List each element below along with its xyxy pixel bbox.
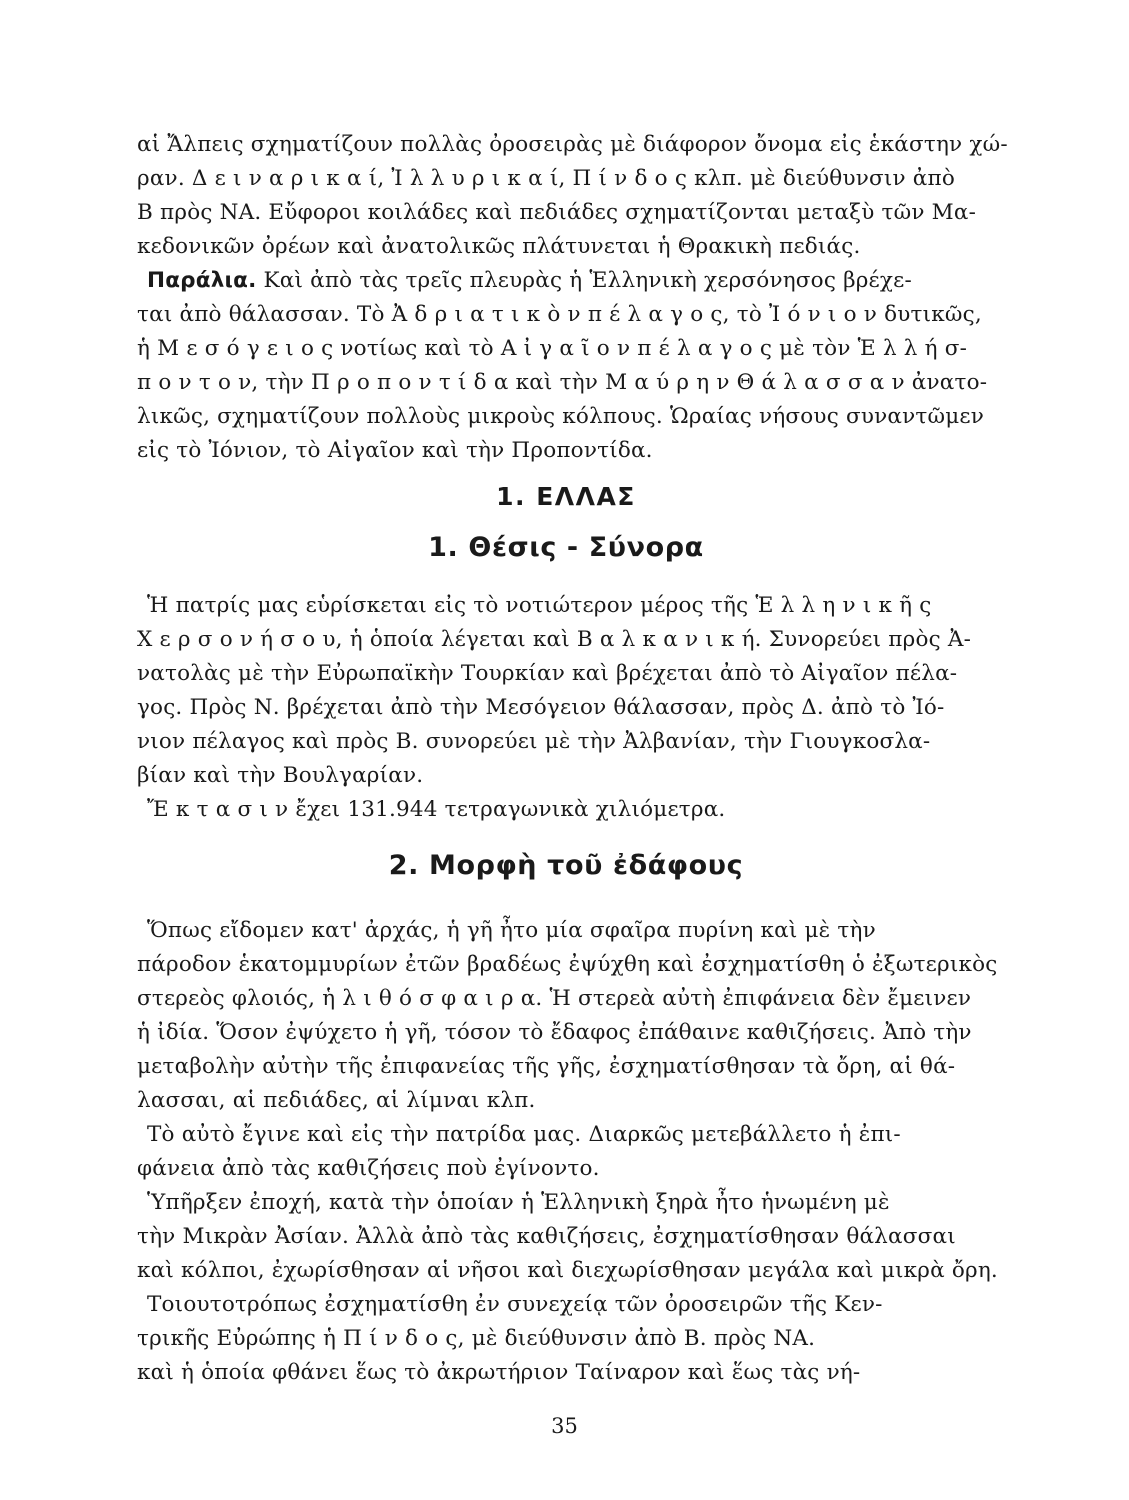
- text-line: τὴν Μικρὰν Ἀσίαν. Ἀλλὰ ἀπὸ τὰς καθιζήσεις, ἐσχηματίσθησαν θάλασσαι: [137, 1224, 956, 1249]
- text-line: μεταβολὴν αὐτὴν τῆς ἐπιφανείας τῆς γῆς, ἐσχηματίσθησαν τὰ ὄρη, αἱ θά-: [137, 1054, 956, 1079]
- page-number: 35: [551, 1414, 578, 1438]
- text-line: Χ ε ρ σ ο ν ή σ ο υ, ἡ ὁποία λέγεται καὶ Β α λ κ α ν ι κ ή. Συνορεύει πρὸς Ἀ-: [137, 627, 972, 652]
- text-line: φάνεια ἀπὸ τὰς καθιζήσεις ποὺ ἐγίνοντο.: [137, 1156, 600, 1181]
- paragraph-terrain: [137, 914, 998, 1390]
- section-heading-terrain: 2. Μορφὴ τοῦ ἐδάφους: [388, 850, 744, 881]
- text-line: λασσαι, αἱ πεδιάδες, αἱ λίμναι κλπ.: [137, 1088, 536, 1113]
- text-line: νατολὰς μὲ τὴν Εὐρωπαϊκὴν Τουρκίαν καὶ βρέχεται ἀπὸ τὸ Αἰγαῖον πέλα-: [137, 661, 958, 686]
- text-line: [137, 264, 995, 298]
- text-line: Ἡ πατρίς μας εὑρίσκεται εἰς τὸ νοτιώτερον μέρος τῆς Ἑ λ λ η ν ι κ ῆ ς: [147, 593, 932, 618]
- text-line: Β πρὸς ΝΑ. Εὔφοροι κοιλάδες καὶ πεδιάδες σχηματίζονται μεταξὺ τῶν Μα-: [137, 200, 977, 225]
- text-line: Τοιουτοτρόπως ἐσχηματίσθη ἐν συνεχείᾳ τῶν ὀροσειρῶν τῆς Κεν-: [147, 1292, 883, 1317]
- text-line: βίαν καὶ τὴν Βουλγαρίαν.: [137, 763, 424, 788]
- text-line: καὶ κόλποι, ἐχωρίσθησαν αἱ νῆσοι καὶ διεχωρίσθησαν μεγάλα καὶ μικρὰ ὄρη.: [137, 1258, 998, 1283]
- text-line: λικῶς, σχηματίζουν πολλοὺς μικροὺς κόλπους. Ὡραίας νήσους συναντῶμεν: [137, 404, 984, 429]
- text-line: Ὅπως εἴδομεν κατ' ἀρχάς, ἡ γῆ ἦτο μία σφαῖρα πυρίνη καὶ μὲ τὴν: [147, 918, 876, 943]
- text-line: εἰς τὸ Ἰόνιον, τὸ Αἰγαῖον καὶ τὴν Προποντίδα.: [137, 438, 653, 463]
- text-line: Ἔ κ τ α σ ι ν ἔχει 131.944 τετραγωνικὰ χιλιόμετρα.: [147, 797, 726, 822]
- section-heading-position: 1. Θέσις - Σύνορα: [428, 532, 704, 563]
- text-fragment: Καὶ ἀπὸ τὰς τρεῖς πλευρὰς ἡ Ἑλληνικὴ χερσόνησος βρέχε-: [256, 268, 912, 293]
- text-line: τρικῆς Εὐρώπης ἡ Π ί ν δ ο ς, μὲ διεύθυνσιν ἀπὸ Β. πρὸς ΝΑ.: [137, 1326, 816, 1351]
- text-line: κεδονικῶν ὀρέων καὶ ἀνατολικῶς πλάτυνεται ἡ Θρακικὴ πεδιάς.: [137, 234, 861, 259]
- chapter-heading: 1. ΕΛΛΑΣ: [496, 482, 636, 511]
- text-line: ἡ ἰδία. Ὅσον ἐψύχετο ἡ γῆ, τόσον τὸ ἔδαφος ἐπάθαινε καθιζήσεις. Ἀπὸ τὴν: [137, 1020, 972, 1045]
- paragraph-position: [137, 589, 995, 827]
- paragraph-alps: [137, 128, 1008, 264]
- text-line: αἱ Ἄλπεις σχηματίζουν πολλὰς ὀροσειρὰς μὲ διάφορον ὄνομα εἰς ἑκάστην χώ-: [137, 132, 1008, 157]
- text-line: π ο ν τ ο ν, τὴν Π ρ ο π ο ν τ ί δ α καὶ τὴν Μ α ύ ρ η ν Θ ά λ α σ σ α ν ἀνατο-: [137, 370, 988, 395]
- text-line: καὶ ἡ ὁποία φθάνει ἕως τὸ ἀκρωτήριον Ταίναρον καὶ ἕως τὰς νή-: [137, 1360, 861, 1385]
- text-line: πάροδον ἑκατομμυρίων ἐτῶν βραδέως ἐψύχθη καὶ ἐσχηματίσθη ὁ ἐξωτερικὸς: [137, 952, 998, 977]
- text-line: Τὸ αὐτὸ ἔγινε καὶ εἰς τὴν πατρίδα μας. Διαρκῶς μετεβάλλετο ἡ ἐπι-: [147, 1122, 901, 1147]
- text-line: ἡ Μ ε σ ό γ ε ι ο ς νοτίως καὶ τὸ Α ἰ γ α ῖ ο ν π έ λ α γ ο ς μὲ τὸν Ἑ λ λ ή σ-: [137, 336, 968, 361]
- paragraph-label: Παράλια.: [147, 268, 257, 293]
- text-line: νιον πέλαγος καὶ πρὸς Β. συνορεύει μὲ τὴν Ἀλβανίαν, τὴν Γιουγκοσλα-: [137, 729, 931, 754]
- text-line: γος. Πρὸς Ν. βρέχεται ἀπὸ τὴν Μεσόγειον θάλασσαν, πρὸς Δ. ἀπὸ τὸ Ἰό-: [137, 695, 945, 720]
- text-line: Ὑπῆρξεν ἐποχή, κατὰ τὴν ὁποίαν ἡ Ἑλληνικὴ ξηρὰ ἦτο ἡνωμένη μὲ: [147, 1190, 890, 1215]
- text-line: στερεὸς φλοιός, ἡ λ ι θ ό σ φ α ι ρ α. Ἡ στερεὰ αὐτὴ ἐπιφάνεια δὲν ἔμεινεν: [137, 986, 972, 1011]
- paragraph-coasts: [137, 264, 995, 468]
- text-line: ται ἀπὸ θάλασσαν. Τὸ Ἀ δ ρ ι α τ ι κ ὸ ν π έ λ α γ ο ς, τὸ Ἰ ό ν ι ο ν δυτικῶς,: [137, 302, 982, 327]
- text-line: ραν. Δ ε ι ν α ρ ι κ α ί, Ἰ λ λ υ ρ ι κ α ί, Π ί ν δ ο ς κλπ. μὲ διεύθυνσιν ἀπὸ: [137, 166, 955, 191]
